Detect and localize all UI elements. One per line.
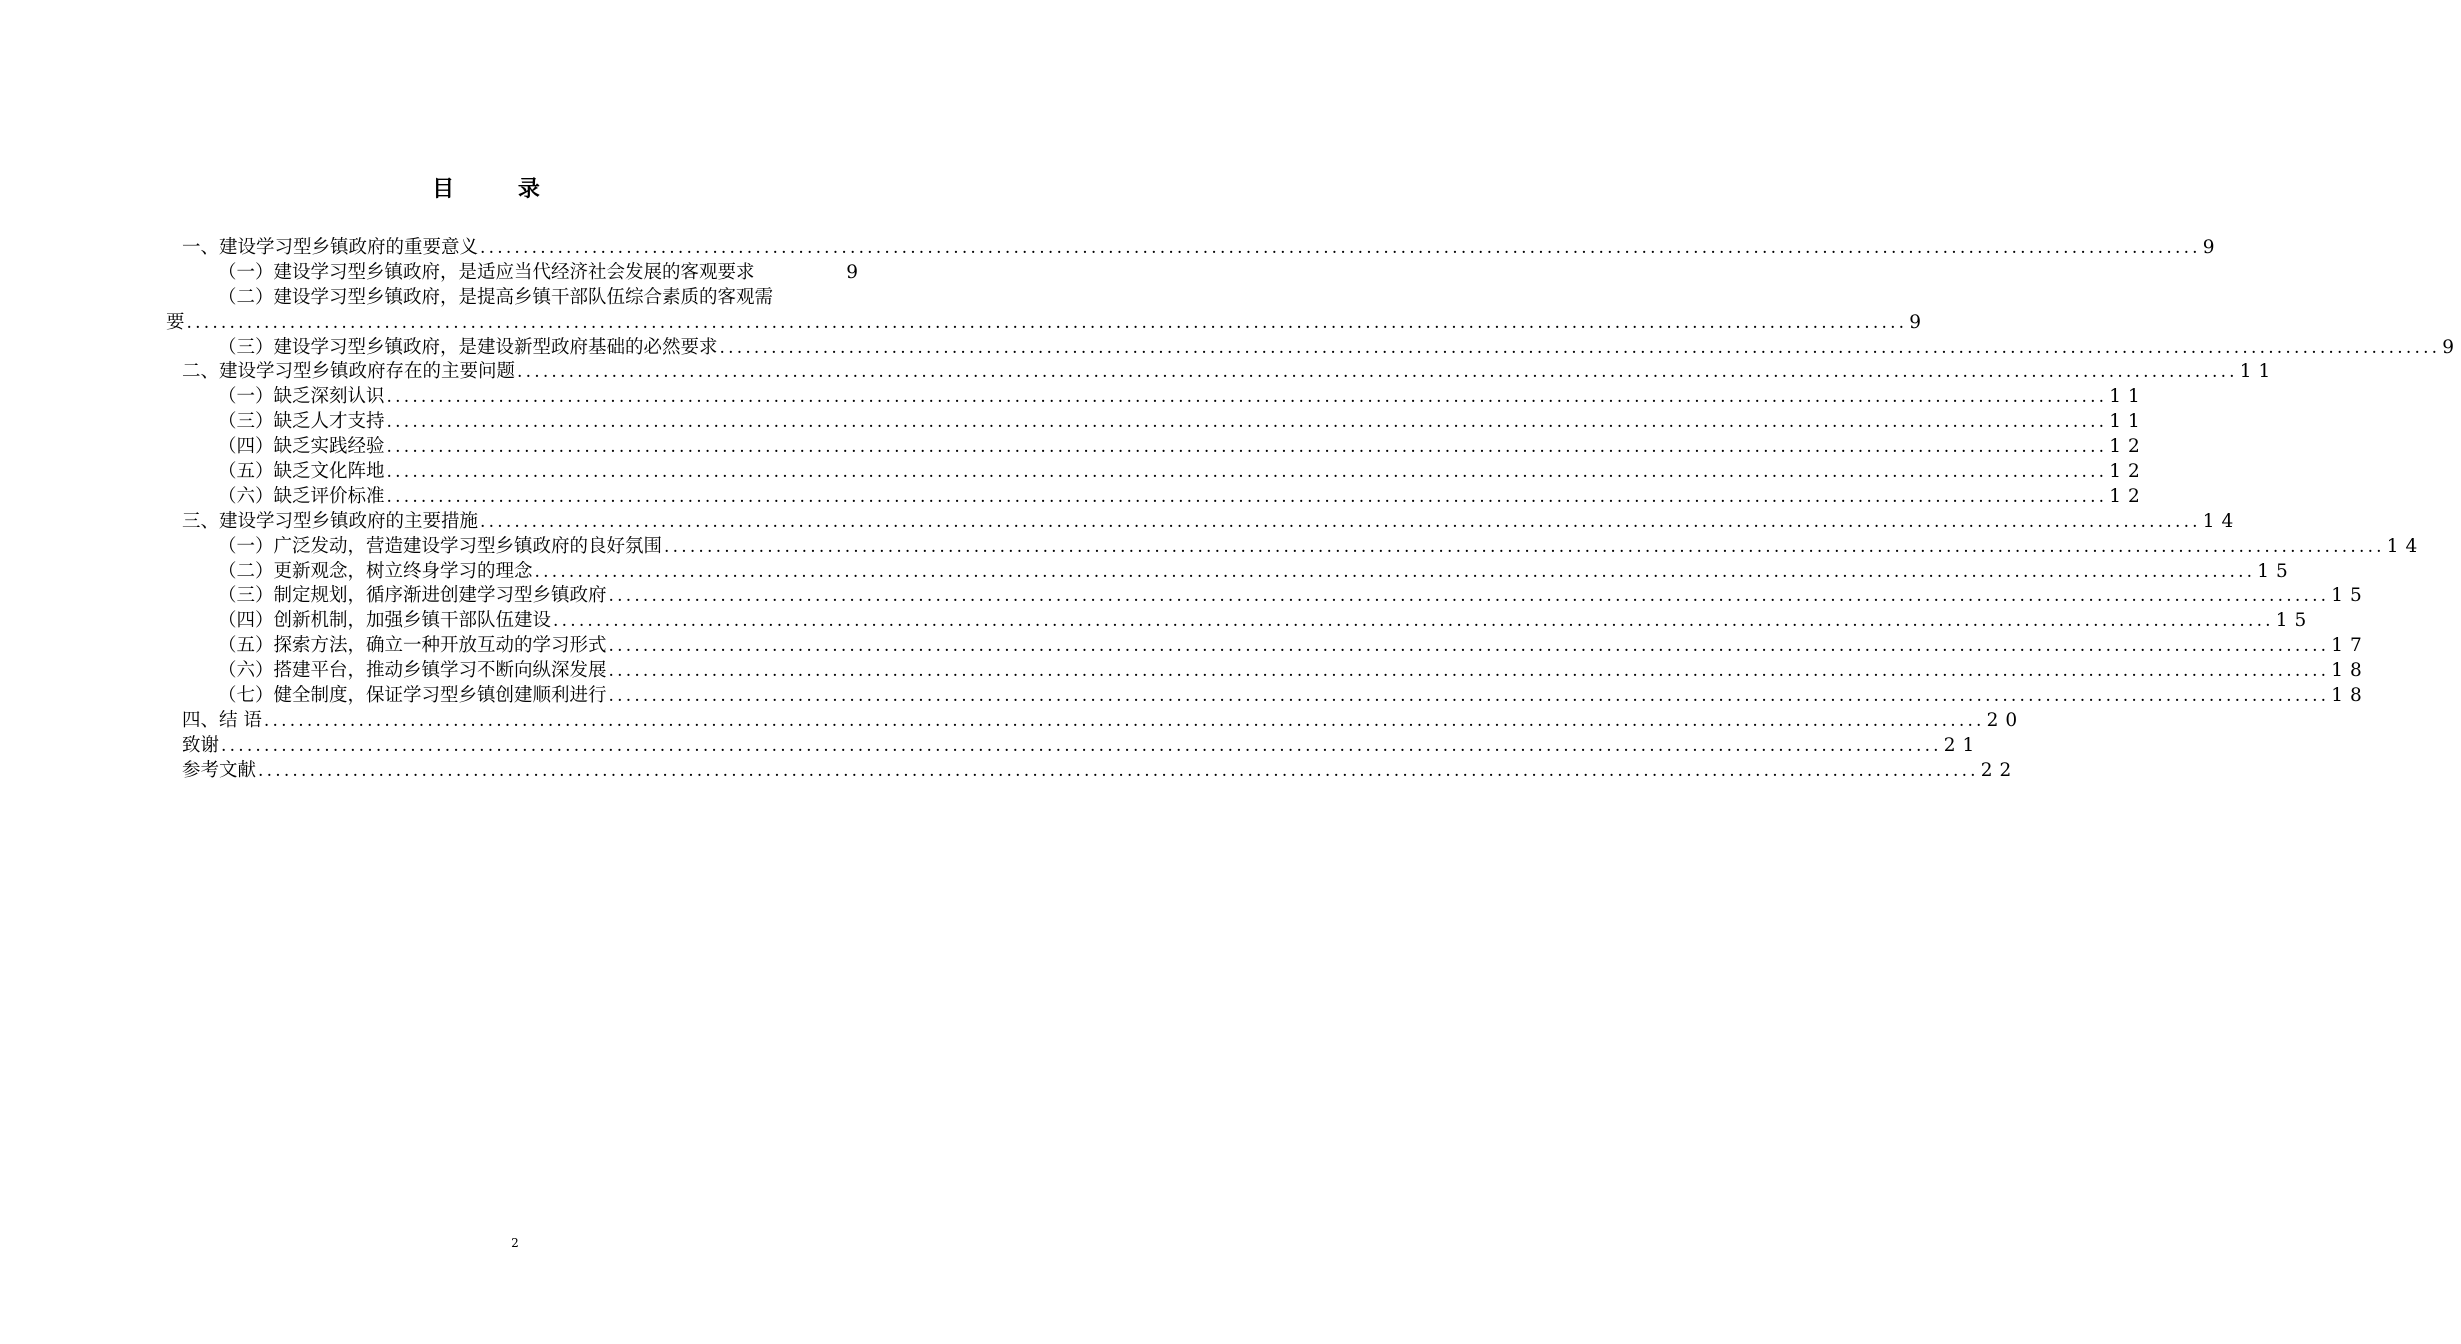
toc-entry-label: （一）广泛发动，营造建设学习型乡镇政府的良好氛围 bbox=[218, 535, 663, 557]
toc-leader-dots: ........................................................................................................................................................................................................ bbox=[386, 387, 2108, 408]
toc-leader-dots: ........................................................................................................................................................................................................ bbox=[263, 710, 1985, 731]
toc-entry-page-number: 18 bbox=[2331, 660, 2369, 682]
toc-entry-page-number: 22 bbox=[1980, 759, 2019, 781]
toc-entry-page-number: 20 bbox=[1986, 709, 2025, 731]
toc-leader-dots: ........................................................................................................................................................................................................ bbox=[608, 661, 2330, 682]
toc-entry-page-number: 15 bbox=[2331, 585, 2369, 607]
toc-entry[interactable] bbox=[166, 286, 858, 311]
toc-entry-label: （二）建设学习型乡镇政府，是提高乡镇干部队伍综合素质的客观需 bbox=[218, 286, 774, 308]
toc-leader-dots: ........................................................................................................................................................................................................ bbox=[386, 412, 2108, 433]
toc-entry-page-number: 11 bbox=[2109, 411, 2147, 433]
toc-leader-dots: ........................................................................................................................................................................................................ bbox=[480, 511, 2201, 532]
toc-entry-label: （三）制定规划，循序渐进创建学习型乡镇政府 bbox=[218, 585, 607, 607]
toc-entry[interactable] bbox=[166, 460, 2147, 485]
toc-leader-dots: ........................................................................................................................................................................................................ bbox=[719, 337, 2441, 358]
toc-entry-label: 致谢 bbox=[182, 734, 220, 756]
toc-leader-dots: ........................................................................................................................................................................................................ bbox=[517, 362, 2238, 383]
toc-entry[interactable] bbox=[166, 410, 2147, 435]
toc-entry[interactable] bbox=[166, 609, 2314, 634]
toc-leader-dots: ........................................................................................................................................................................................................ bbox=[186, 312, 1908, 333]
toc-entry-page-number: 9 bbox=[1909, 311, 1929, 333]
toc-entry[interactable] bbox=[166, 336, 2461, 361]
toc-entry[interactable] bbox=[166, 560, 2295, 585]
toc-entry-label: 四、结 语 bbox=[182, 709, 262, 731]
toc-entry-label: （四）创新机制，加强乡镇干部队伍建设 bbox=[218, 610, 552, 632]
toc-entry-page-number: 9 bbox=[846, 261, 865, 283]
toc-entry-label: （六）缺乏评价标准 bbox=[218, 485, 385, 507]
toc-entry-page-number: 12 bbox=[2109, 485, 2147, 507]
toc-leader-dots: ........................................................................................................................................................................................................ bbox=[386, 486, 2108, 507]
toc-entry-label: （二）更新观念，树立终身学习的理念 bbox=[218, 560, 533, 582]
toc-entry-page-number: 15 bbox=[2257, 560, 2295, 582]
toc-entry[interactable] bbox=[166, 385, 2147, 410]
toc-leader-dots: ........................................................................................................................................................................................................ bbox=[258, 760, 1979, 781]
toc-entry[interactable] bbox=[166, 311, 1929, 336]
toc-entry-label: （三）建设学习型乡镇政府，是建设新型政府基础的必然要求 bbox=[218, 336, 718, 358]
toc-leader-dots: ........................................................................................................................................................................................................ bbox=[386, 437, 2108, 458]
toc-entry[interactable] bbox=[166, 634, 2369, 659]
toc-entry-page-number: 14 bbox=[2386, 535, 2425, 557]
toc-entry[interactable] bbox=[166, 734, 1982, 759]
toc-entry-label: （五）探索方法，确立一种开放互动的学习形式 bbox=[218, 635, 607, 657]
toc-entry-label: （一）建设学习型乡镇政府，是适应当代经济社会发展的客观要求 bbox=[218, 261, 755, 283]
toc-entry-label: 一、建设学习型乡镇政府的重要意义 bbox=[182, 237, 479, 258]
toc-leader-dots: ........................................................................................................................................................................................................ bbox=[664, 536, 2385, 557]
toc-leader-dots: ........................................................................................................................................................................................................ bbox=[221, 735, 1942, 756]
toc-entry-page-number: 12 bbox=[2109, 436, 2147, 458]
table-of-contents bbox=[166, 236, 2461, 784]
toc-leader-dots: ........................................................................................................................................................................................................ bbox=[608, 586, 2330, 607]
toc-entry-page-number: 9 bbox=[2442, 336, 2461, 358]
toc-leader-dots: ........................................................................................................................................................................................................ bbox=[386, 462, 2108, 483]
toc-entry[interactable] bbox=[166, 261, 865, 286]
toc-entry-page-number: 18 bbox=[2331, 685, 2369, 707]
toc-entry-label: 二、建设学习型乡镇政府存在的主要问题 bbox=[182, 361, 516, 383]
toc-entry[interactable] bbox=[166, 360, 2278, 385]
toc-entry-label: （六）搭建平台，推动乡镇学习不断向纵深发展 bbox=[218, 660, 607, 682]
toc-entry-label: （四）缺乏实践经验 bbox=[218, 436, 385, 458]
toc-leader-dots: ........................................................................................................................................................................................................ bbox=[608, 686, 2330, 707]
toc-entry-page-number: 11 bbox=[2239, 361, 2278, 383]
toc-entry[interactable] bbox=[166, 759, 2019, 784]
toc-leader-dots: ........................................................................................................................................................................................................ bbox=[553, 611, 2274, 632]
toc-entry-label: （七）健全制度，保证学习型乡镇创建顺利进行 bbox=[218, 685, 607, 707]
toc-entry-label: （一）缺乏深刻认识 bbox=[218, 386, 385, 408]
toc-entry-page-number: 14 bbox=[2202, 510, 2241, 532]
toc-entry-page-number: 9 bbox=[2202, 237, 2222, 258]
toc-title: 目 录 bbox=[432, 176, 568, 202]
toc-entry[interactable] bbox=[166, 584, 2369, 609]
toc-entry[interactable] bbox=[166, 535, 2425, 560]
toc-entry[interactable] bbox=[166, 510, 2241, 535]
toc-entry[interactable] bbox=[166, 485, 2147, 510]
toc-entry-page-number: 12 bbox=[2109, 461, 2147, 483]
toc-entry-page-number: 15 bbox=[2275, 610, 2314, 632]
toc-entry[interactable] bbox=[166, 236, 2222, 261]
toc-entry-label: 要 bbox=[166, 311, 185, 333]
toc-leader-dots: ........................................................................................................................................................................................................ bbox=[480, 238, 2201, 258]
toc-entry-page-number: 11 bbox=[2109, 386, 2147, 408]
toc-entry[interactable] bbox=[166, 709, 2025, 734]
toc-entry[interactable] bbox=[166, 684, 2369, 709]
toc-entry[interactable] bbox=[166, 659, 2369, 684]
page-number: 2 bbox=[511, 1236, 519, 1250]
toc-entry-label: （五）缺乏文化阵地 bbox=[218, 461, 385, 483]
toc-entry-page-number: 21 bbox=[1943, 734, 1982, 756]
toc-entry-page-number: 17 bbox=[2331, 635, 2369, 657]
toc-leader-dots: ........................................................................................................................................................................................................ bbox=[534, 561, 2256, 582]
toc-entry[interactable] bbox=[166, 435, 2147, 460]
toc-entry-label: 参考文献 bbox=[182, 759, 257, 781]
toc-entry-label: 三、建设学习型乡镇政府的主要措施 bbox=[182, 510, 479, 532]
toc-entry-label: （三）缺乏人才支持 bbox=[218, 411, 385, 433]
toc-leader-dots: ........................................................................................................................................................................................................ bbox=[608, 636, 2330, 657]
